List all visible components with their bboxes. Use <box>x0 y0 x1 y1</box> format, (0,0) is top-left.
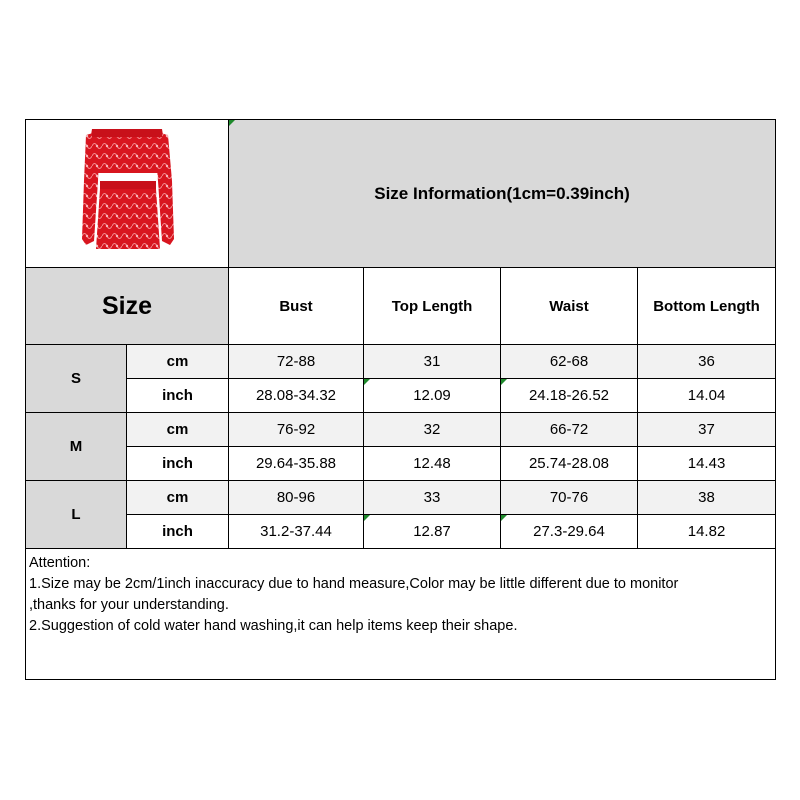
value-cell <box>501 379 638 413</box>
col-header-bottom-length: Bottom Length <box>638 268 776 345</box>
value-cell: 76-92 <box>229 413 364 447</box>
chart-title: Size Information(1cm=0.39inch) <box>374 183 630 203</box>
col-header-top-length: Top Length <box>364 268 501 345</box>
value-text: 12.09 <box>413 387 451 404</box>
value-cell <box>364 379 501 413</box>
col-header-bust: Bust <box>229 268 364 345</box>
product-image <box>52 121 202 267</box>
unit-cm: cm <box>127 413 229 447</box>
value-cell: 62-68 <box>501 345 638 379</box>
product-image-cell <box>26 120 229 268</box>
col-header-waist: Waist <box>501 268 638 345</box>
unit-cm: cm <box>127 481 229 515</box>
value-cell <box>364 515 501 549</box>
value-cell: 14.82 <box>638 515 776 549</box>
attention-heading: Attention: <box>29 555 91 571</box>
value-cell: 66-72 <box>501 413 638 447</box>
value-cell: 37 <box>638 413 776 447</box>
size-header: Size <box>26 268 229 345</box>
value-cell: 36 <box>638 345 776 379</box>
value-cell: 80-96 <box>229 481 364 515</box>
cell-corner-tick <box>364 379 370 385</box>
attention-notes <box>26 549 776 680</box>
value-cell: 70-76 <box>501 481 638 515</box>
value-text: 12.87 <box>413 523 451 540</box>
value-text: 27.3-29.64 <box>533 523 605 540</box>
value-cell: 29.64-35.88 <box>229 447 364 481</box>
unit-inch: inch <box>127 379 229 413</box>
value-cell: 31 <box>364 345 501 379</box>
value-cell: 72-88 <box>229 345 364 379</box>
value-cell: 25.74-28.08 <box>501 447 638 481</box>
cell-corner-tick <box>501 515 507 521</box>
value-cell <box>501 515 638 549</box>
value-cell: 12.48 <box>364 447 501 481</box>
value-cell: 14.43 <box>638 447 776 481</box>
cell-corner-tick <box>364 515 370 521</box>
value-cell: 32 <box>364 413 501 447</box>
value-text: 24.18-26.52 <box>528 387 610 404</box>
cell-corner-tick <box>501 379 507 385</box>
size-label-l: L <box>26 481 127 549</box>
value-cell: 14.04 <box>638 379 776 413</box>
value-cell: 38 <box>638 481 776 515</box>
size-label-m: M <box>26 413 127 481</box>
cell-corner-tick <box>229 120 235 126</box>
chart-title-cell <box>229 120 776 268</box>
size-label-s: S <box>26 345 127 413</box>
attention-line-1: 1.Size may be 2cm/1inch inaccuracy due to hand measure,Color may be little different due to monitor <box>29 576 679 592</box>
value-cell: 28.08-34.32 <box>229 379 364 413</box>
attention-line-1b: ,thanks for your understanding. <box>29 597 229 613</box>
value-cell: 33 <box>364 481 501 515</box>
unit-inch: inch <box>127 515 229 549</box>
unit-inch: inch <box>127 447 229 481</box>
attention-line-2: 2.Suggestion of cold water hand washing,it can help items keep their shape. <box>29 618 518 634</box>
size-chart-table <box>25 119 776 680</box>
unit-cm: cm <box>127 345 229 379</box>
value-cell: 31.2-37.44 <box>229 515 364 549</box>
